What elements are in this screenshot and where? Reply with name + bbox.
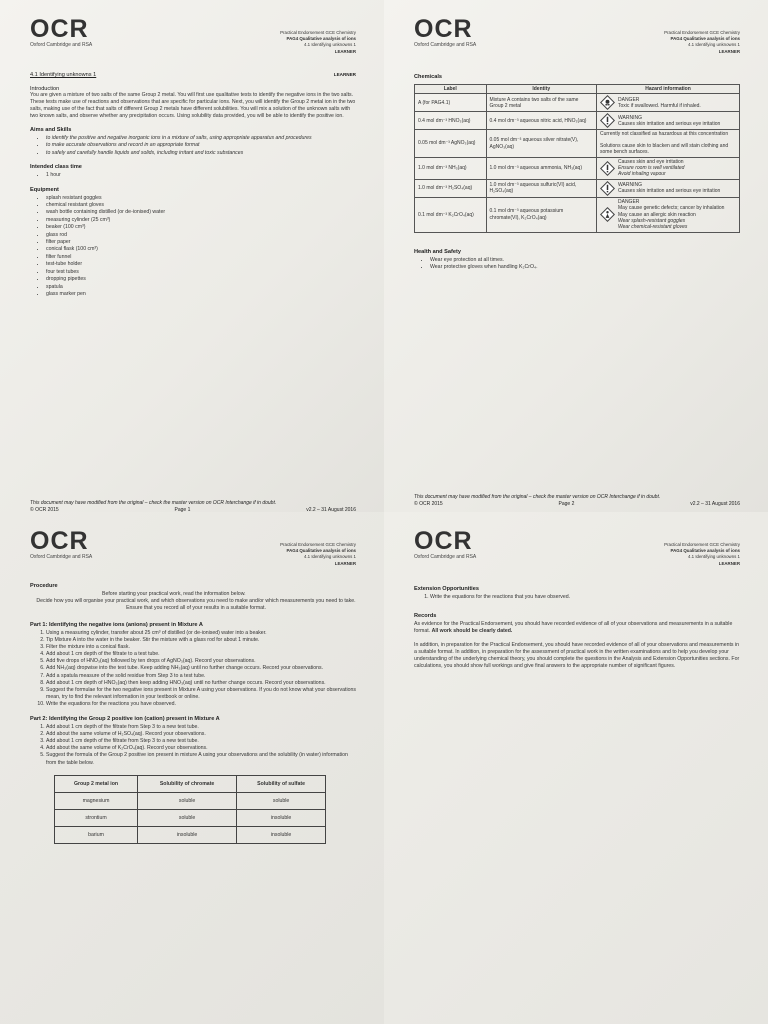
chemical-label: 0.05 mol dm⁻³ AgNO₃(aq) xyxy=(415,130,487,157)
table-cell: soluble xyxy=(137,792,236,809)
table-row xyxy=(55,826,326,843)
page-header xyxy=(414,14,740,64)
table-cell: strontium xyxy=(55,809,138,826)
hazard-line: DANGER xyxy=(618,198,640,205)
header-line-4: LEARNER xyxy=(334,560,356,566)
logo-subtitle: Oxford Cambridge and RSA xyxy=(30,554,93,560)
list-item: • filter paper xyxy=(46,239,356,246)
intro-heading: Introduction xyxy=(30,86,60,92)
list-item: 10. Write the equations for the reactions you have observed. xyxy=(46,701,356,708)
skull-icon xyxy=(600,95,615,110)
hazard-line: Solutions cause skin to blacken and will stain clothing and some bench surfaces. xyxy=(600,142,729,156)
health-hazard-icon xyxy=(600,207,615,222)
procedure-text-1: Before starting your practical work, read the information below. xyxy=(102,591,246,597)
chemical-label: 1.0 mol dm⁻³ H₂SO₄(aq) xyxy=(415,179,487,197)
chemical-identity: 0.1 mol dm⁻³ aqueous potassium chromate(VI), K₂CrO₄(aq) xyxy=(486,197,597,232)
table-row xyxy=(55,792,326,809)
footer-page: Page 2 xyxy=(558,501,575,507)
page-footer xyxy=(414,494,740,507)
table-row xyxy=(415,197,740,232)
logo-subtitle: Oxford Cambridge and RSA xyxy=(414,42,477,48)
header-info xyxy=(280,30,356,55)
hazard-line: Wear chemical-resistant gloves xyxy=(618,224,688,231)
footer-note: This document may have modified from the original – check the master version on OCR Interchange if in doubt. xyxy=(414,494,661,500)
hazard-line: Wear splash-resistant goggles xyxy=(618,218,686,225)
list-item: • chemical resistant gloves xyxy=(46,202,356,209)
list-item: 1. Using a measuring cylinder, transfer about 25 cm³ of distilled (or de-ionised) water into a beaker. xyxy=(46,630,356,637)
chemical-label: A (for PAG4.1) xyxy=(415,94,487,112)
part2-steps xyxy=(30,724,356,767)
hazard-line: Currently not classified as hazardous at this concentration xyxy=(600,131,729,138)
equipment-heading: Equipment xyxy=(30,186,59,193)
footer-copyright: © OCR 2015 xyxy=(414,501,443,507)
column-header: Hazard information xyxy=(597,85,740,94)
list-item: 6. Add NH₃(aq) dropwise into the test tube. Keep adding NH₃(aq) until no further change occurs. Record your observations. xyxy=(46,665,356,672)
records-heading: Records xyxy=(414,613,437,620)
table-cell: insoluble xyxy=(237,826,326,843)
chemical-identity: 1.0 mol dm⁻³ aqueous ammonia, NH₃(aq) xyxy=(486,157,597,179)
chemicals-table xyxy=(414,84,740,233)
table-cell: soluble xyxy=(137,809,236,826)
header-info xyxy=(664,542,740,567)
table-cell: insoluble xyxy=(137,826,236,843)
aims-list xyxy=(30,135,356,157)
list-item: 8. Add about 1 cm depth of HNO₃(aq) then keep adding HNO₃(aq) until no further change occurs. Record your observations. xyxy=(46,680,356,687)
logo-mark: OCR xyxy=(414,15,473,43)
header-line-3: 4.1 Identifying unknowns 1 xyxy=(688,42,740,48)
page-2 xyxy=(384,0,768,512)
records-bold-text: All work should be clearly dated. xyxy=(431,628,513,635)
part1-heading: Part 1: Identifying the negative ions (anions) present in Mixture A xyxy=(30,622,203,628)
intro-text: You are given a mixture of two salts of the same Group 2 metal. You will first use qualitative tests to identify the negative ions in the two salts. These tests make use of reactions and observations that are specific for particular ions. Next, you will identify the Group 2 metal ion in the two salts, making use of the fact that salts of different Group 2 metals have different solubilities. You will mix a solution of the unknown salts with two known salts, and observe whether any precipitation occurs. Using solubility data provided, you will be able to identify the positive ion. xyxy=(30,92,356,119)
page-header xyxy=(30,526,356,576)
column-header: Solubility of chromate xyxy=(137,775,236,792)
chemical-identity: 1.0 mol dm⁻³ aqueous sulfuric(VI) acid, H₂SO₄(aq) xyxy=(486,179,597,197)
hazard-line: Causes skin and eye irritation xyxy=(618,158,684,165)
list-item: • Wear eye protection at all times. xyxy=(430,257,740,264)
hazard-line: May cause genetic defects; cancer by inhalation xyxy=(618,205,725,212)
part2-heading: Part 2: Identifying the Group 2 positive ion (cation) present in Mixture A xyxy=(30,716,220,723)
list-item: 2. Add about the same volume of H₂SO₄(aq). Record your observations. xyxy=(46,731,356,738)
records-text-1 xyxy=(414,621,740,635)
list-item: • wash bottle containing distilled (or de-ionised) water xyxy=(46,209,356,216)
logo-mark: OCR xyxy=(30,15,89,43)
list-item: • splash resistant goggles xyxy=(46,195,356,202)
chemical-label: 0.4 mol dm⁻³ HNO₃(aq) xyxy=(415,112,487,130)
ocr-logo xyxy=(414,16,476,48)
list-item: • filter funnel xyxy=(46,254,356,261)
hazard-info xyxy=(597,197,740,232)
footer-page: Page 1 xyxy=(174,507,191,512)
page-1 xyxy=(0,0,384,512)
chemical-label: 0.1 mol dm⁻³ K₂CrO₄(aq) xyxy=(415,197,487,232)
table-row xyxy=(415,157,740,179)
hazard-line: DANGER xyxy=(618,96,640,103)
hazard-info xyxy=(597,112,740,130)
header-line-2: PAG4 Qualitative analysis of ions xyxy=(286,36,356,42)
header-line-1: Practical Endorsement GCE Chemistry xyxy=(280,542,356,547)
logo-subtitle: Oxford Cambridge and RSA xyxy=(414,554,477,560)
list-item: 9. Suggest the formulae for the two negative ions present in Mixture A using your observations. If you do not know what your observations mean, try to find the relevant information in your textbook or online. xyxy=(46,687,356,701)
list-item: • test-tube holder xyxy=(46,261,356,268)
exclamation-icon xyxy=(600,161,615,176)
column-header: Identity xyxy=(486,85,597,94)
header-line-4: LEARNER xyxy=(718,560,740,566)
list-item: 3. Add about 1 cm depth of the filtrate from Step 3 to a new test tube. xyxy=(46,738,356,745)
list-item: 2. Tip Mixture A into the water in the beaker. Stir the mixture with a glass rod for about 1 minute. xyxy=(46,637,356,644)
list-item: 3. Filter the mixture into a conical flask. xyxy=(46,644,356,651)
hazard-info xyxy=(597,94,740,112)
ocr-logo xyxy=(30,528,92,560)
column-header: Solubility of sulfate xyxy=(237,775,326,792)
hazard-line: Causes skin irritation and serious eye irritation xyxy=(618,120,721,127)
list-item: • four test tubes xyxy=(46,269,356,276)
table-cell: barium xyxy=(55,826,138,843)
list-item: 4. Add about the same volume of K₂CrO₄(aq). Record your observations. xyxy=(46,745,356,752)
header-info xyxy=(280,542,356,567)
header-line-1: Practical Endorsement GCE Chemistry xyxy=(664,30,740,35)
header-line-2: PAG4 Qualitative analysis of ions xyxy=(286,548,356,554)
list-item: • spatula xyxy=(46,284,356,291)
table-row xyxy=(415,179,740,197)
column-header: Group 2 metal ion xyxy=(55,775,138,792)
table-cell: magnesium xyxy=(55,792,138,809)
logo-mark: OCR xyxy=(414,527,473,555)
list-item: • to make accurate observations and record in an appropriate format xyxy=(46,142,356,149)
time-list xyxy=(30,172,356,179)
table-cell: soluble xyxy=(237,792,326,809)
footer-version: v2.2 – 31 August 2016 xyxy=(690,501,740,507)
ocr-logo xyxy=(30,16,92,48)
ocr-logo xyxy=(414,528,476,560)
health-safety-list xyxy=(414,257,740,272)
list-item: • glass marker pen xyxy=(46,291,356,298)
header-line-2: PAG4 Qualitative analysis of ions xyxy=(670,548,740,554)
hazard-info xyxy=(597,157,740,179)
solubility-table xyxy=(54,775,326,844)
header-info xyxy=(664,30,740,55)
footer-version: v2.2 – 31 August 2016 xyxy=(306,507,356,512)
health-safety-heading: Health and Safety xyxy=(414,248,461,255)
footer-copyright: © OCR 2015 xyxy=(30,507,59,512)
hazard-line: WARNING xyxy=(618,181,642,188)
header-line-4: LEARNER xyxy=(334,48,356,54)
list-item: 1. Add about 1 cm depth of the filtrate from Step 3 to a new test tube. xyxy=(46,724,356,731)
list-item: 7. Add a spatula measure of the solid residue from Step 3 to a test tube. xyxy=(46,673,356,680)
header-line-4: LEARNER xyxy=(718,48,740,54)
time-heading: Intended class time xyxy=(30,164,82,171)
page-4 xyxy=(384,512,768,1024)
list-item: • Wear protective gloves when handling K₂CrO₄. xyxy=(430,264,740,271)
column-header: Label xyxy=(415,85,487,94)
header-line-3: 4.1 Identifying unknowns 1 xyxy=(304,42,356,48)
page-3 xyxy=(0,512,384,1024)
header-line-3: 4.1 Identifying unknowns 1 xyxy=(688,554,740,560)
header-line-1: Practical Endorsement GCE Chemistry xyxy=(280,30,356,35)
table-row xyxy=(55,809,326,826)
records-text: As evidence for the Practical Endorsement, you should have recorded evidence of all of your observations and measurements in a suitable format. xyxy=(414,621,733,635)
chemicals-heading: Chemicals xyxy=(414,74,442,80)
hazard-line: Toxic if swallowed. Harmful if inhaled. xyxy=(618,102,701,109)
page-title: 4.1 Identifying unknowns 1 xyxy=(30,72,97,78)
title-row xyxy=(30,72,356,78)
hazard-line: WARNING xyxy=(618,114,642,121)
records-text-2: In addition, in preparation for the Practical Endorsement, you should have recorded evidence of all of your observations and measurements in a suitable format. In addition, in preparation for the assessment of practical work in the written examinations and to help you develop your understanding of the underlying chemical theory, you should complete the questions in the Analysis and Extension Opportunities sections. For calculations, you should show full workings and give final answers to the appropriate number of significant figures. xyxy=(414,642,740,670)
table-cell: insoluble xyxy=(237,809,326,826)
chemical-label: 1.0 mol dm⁻³ NH₃(aq) xyxy=(415,157,487,179)
part1-steps xyxy=(30,630,356,708)
procedure-heading: Procedure xyxy=(30,583,58,589)
page-footer xyxy=(30,500,356,512)
list-item: 5. Suggest the formula of the Group 2 positive ion present in mixture A using your observations and the solubility (in water) information from the table below. xyxy=(46,752,356,766)
list-item: • measuring cylinder (25 cm³) xyxy=(46,217,356,224)
list-item: 1. Write the equations for the reactions that you have observed. xyxy=(430,594,740,601)
extension-heading: Extension Opportunities xyxy=(414,586,479,592)
list-item: • 1 hour xyxy=(46,172,356,179)
exclamation-icon xyxy=(600,181,615,196)
hazard-info xyxy=(597,130,740,157)
procedure-text-2: Decide how you will organise your practical work, and which observations you need to make and/or which measurements you need to take. Ensure that you record all of your results in a suitable format. xyxy=(36,598,356,611)
table-row xyxy=(415,130,740,157)
header-line-2: PAG4 Qualitative analysis of ions xyxy=(670,36,740,42)
page-header xyxy=(414,526,740,576)
page-header xyxy=(30,14,356,64)
table-row xyxy=(415,94,740,112)
hazard-line: Ensure room is well ventilated xyxy=(618,165,685,172)
logo-subtitle: Oxford Cambridge and RSA xyxy=(30,42,93,48)
list-item: • dropping pipettes xyxy=(46,276,356,283)
list-item: • glass rod xyxy=(46,232,356,239)
header-line-3: 4.1 Identifying unknowns 1 xyxy=(304,554,356,560)
logo-mark: OCR xyxy=(30,527,89,555)
footer-note: This document may have modified from the original – check the master version on OCR Interchange if in doubt. xyxy=(30,500,277,506)
exclamation-icon xyxy=(600,113,615,128)
list-item: 5. Add five drops of HNO₃(aq) followed by ten drops of AgNO₃(aq). Record your observations. xyxy=(46,658,356,665)
table-row xyxy=(415,112,740,130)
equipment-list xyxy=(30,195,356,299)
hazard-info xyxy=(597,179,740,197)
hazard-line: May cause an allergic skin reaction xyxy=(618,211,696,218)
hazard-line: Avoid inhaling vapour xyxy=(618,171,666,178)
list-item: • to identify the positive and negative inorganic ions in a mixture of salts, using appropriate apparatus and procedures xyxy=(46,135,356,142)
learner-label: LEARNER xyxy=(333,72,356,77)
list-item: • beaker (100 cm³) xyxy=(46,224,356,231)
extension-list xyxy=(414,594,740,601)
chemical-identity: 0.4 mol dm⁻³ aqueous nitric acid, HNO₃(aq) xyxy=(486,112,597,130)
header-line-1: Practical Endorsement GCE Chemistry xyxy=(664,542,740,547)
list-item: 4. Add about 1 cm depth of the filtrate to a test tube. xyxy=(46,651,356,658)
hazard-line: Causes skin irritation and serious eye irritation xyxy=(618,188,721,195)
aims-heading: Aims and Skills xyxy=(30,127,72,133)
chemical-identity: 0.05 mol dm⁻³ aqueous silver nitrate(V), AgNO₃(aq) xyxy=(486,130,597,157)
list-item: • to safely and carefully handle liquids and solids, including irritant and toxic substances xyxy=(46,150,356,157)
chemical-identity: Mixture A contains two salts of the same Group 2 metal xyxy=(486,94,597,112)
list-item: • conical flask (100 cm³) xyxy=(46,246,356,253)
